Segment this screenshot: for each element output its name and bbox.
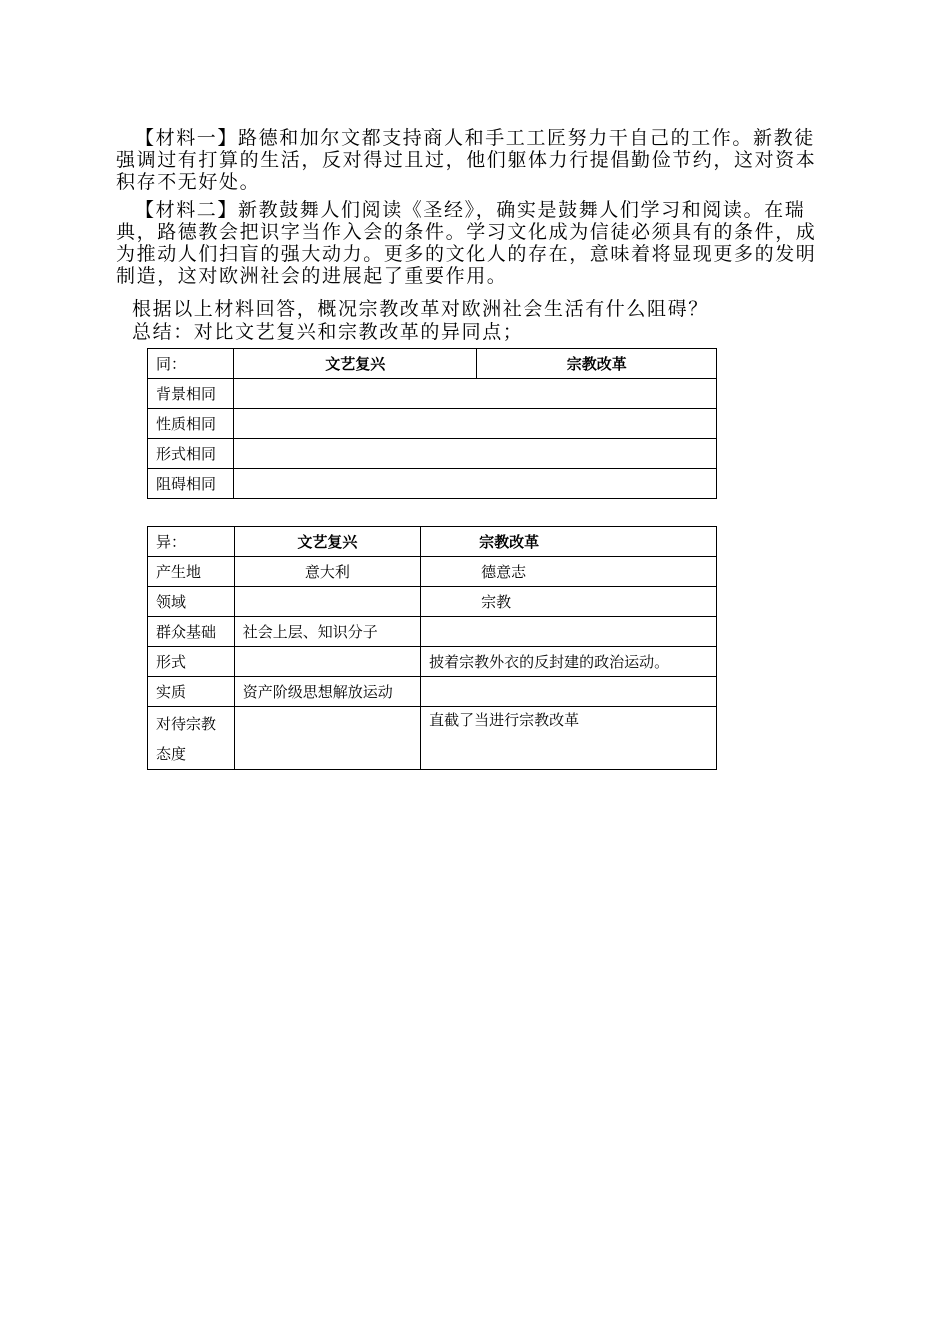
row-label: 产生地 [148,557,235,587]
reformation-cell [421,617,717,647]
row-label: 群众基础 [148,617,235,647]
table-row [148,617,717,647]
reformation-cell: 披着宗教外衣的反封建的政治运动。 [421,647,717,677]
table-row [148,557,717,587]
reformation-cell [421,677,717,707]
reformation-cell: 宗教 [421,587,717,617]
table-row [148,707,717,770]
row-value-cell [233,469,716,499]
material-one-paragraph: 【材料一】路德和加尔文都支持商人和手工工匠努力干自己的工作。新教徒强调过有打算的生活，反对得过且过，他们躯体力行提倡勤俭节约，这对资本积存不无好处。 [116,127,817,193]
table-row [148,647,717,677]
summary-line: 总结：对比文艺复兴和宗教改革的异同点； [132,321,524,343]
row-label: 背景相同 [148,379,234,409]
row-value-cell [233,409,716,439]
table-row [148,439,717,469]
row-label: 领域 [148,587,235,617]
material-two-paragraph: 【材料二】新教鼓舞人们阅读《圣经》，确实是鼓舞人们学习和阅读。在瑞典，路德教会把识字当作入会的条件。学习文化成为信徒必须具有的条件，成为推动人们扫盲的强大动力。更多的文化人的存在，意味着将显现更多的发明制造，这对欧洲社会的进展起了重要作用。 [116,199,817,287]
renaissance-cell [234,707,420,770]
table-row [148,587,717,617]
column-header-reformation: 宗教改革 [421,527,717,557]
renaissance-cell: 资产阶级思想解放运动 [234,677,420,707]
row-label: 对待宗教态度 [148,707,235,770]
question-line: 根据以上材料回答，概况宗教改革对欧洲社会生活有什么阻碍？ [132,298,709,320]
table-row [148,409,717,439]
similarities-table [147,348,717,499]
renaissance-cell [234,647,420,677]
renaissance-cell: 社会上层、知识分子 [234,617,420,647]
renaissance-cell [234,587,420,617]
table-header-row [148,527,717,557]
reformation-cell: 德意志 [421,557,717,587]
table-header-row [148,349,717,379]
row-label: 性质相同 [148,409,234,439]
reformation-cell: 直截了当进行宗教改革 [421,707,717,770]
row-label: 形式 [148,647,235,677]
column-header-renaissance: 文艺复兴 [233,349,477,379]
renaissance-cell: 意大利 [234,557,420,587]
row-label: 形式相同 [148,439,234,469]
row-value-cell [233,379,716,409]
row-label: 阻碍相同 [148,469,234,499]
table-row [148,677,717,707]
table-corner-label: 同： [148,349,234,379]
row-value-cell [233,439,716,469]
column-header-renaissance: 文艺复兴 [234,527,420,557]
table-row [148,469,717,499]
row-label: 实质 [148,677,235,707]
differences-table [147,526,717,770]
table-corner-label: 异： [148,527,235,557]
table-row [148,379,717,409]
column-header-reformation: 宗教改革 [477,349,717,379]
